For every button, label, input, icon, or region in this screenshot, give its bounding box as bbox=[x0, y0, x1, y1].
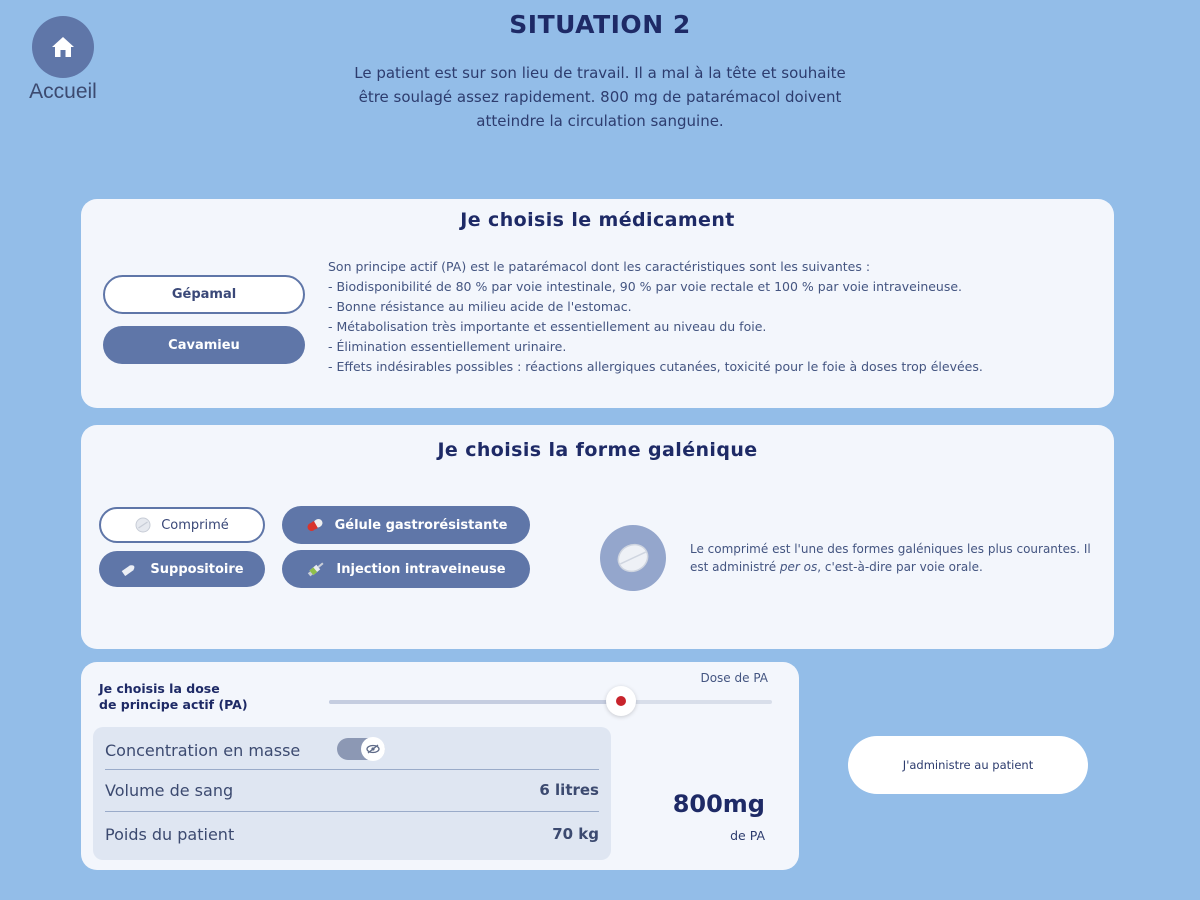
patient-parameters bbox=[93, 727, 611, 860]
dose-slider[interactable] bbox=[329, 700, 772, 704]
param-row-poids bbox=[105, 814, 599, 854]
home-label[interactable]: Accueil bbox=[29, 80, 97, 103]
description-line: - Effets indésirables possibles : réactions allergiques cutanées, toxicité pour le foie à doses trop élevées. bbox=[328, 359, 983, 374]
medicament-card bbox=[81, 199, 1114, 408]
suppository-icon bbox=[120, 562, 140, 576]
administer-button[interactable]: J'administre au patient bbox=[848, 736, 1088, 794]
forme-description-text: Le comprimé est l'une des formes galéniques les plus courantes. Il est administré bbox=[690, 542, 1091, 574]
dose-label-line: de principe actif (PA) bbox=[99, 697, 248, 712]
medicament-description bbox=[328, 257, 1088, 377]
forme-description bbox=[690, 540, 1110, 576]
forme-description-text-end: , c'est-à-dire par voie orale. bbox=[817, 560, 983, 574]
forme-option-label: Injection intraveineuse bbox=[336, 561, 506, 577]
intro-line: Le patient est sur son lieu de travail. Il a mal à la tête et souhaite bbox=[354, 64, 846, 82]
concentration-visibility-toggle[interactable] bbox=[337, 738, 385, 760]
forme-option-label: Comprimé bbox=[161, 517, 229, 533]
param-separator bbox=[105, 811, 599, 812]
param-label: Volume de sang bbox=[105, 780, 234, 800]
dose-unit: de PA bbox=[730, 828, 765, 843]
medicament-option-cavamieu[interactable]: Cavamieu bbox=[103, 326, 305, 364]
selected-form-tablet-icon bbox=[600, 525, 666, 591]
description-line: - Métabolisation très importante et essentiellement au niveau du foie. bbox=[328, 319, 767, 334]
capsule-icon bbox=[305, 518, 325, 532]
dose-label-line: Je choisis la dose bbox=[99, 681, 220, 696]
param-label: Poids du patient bbox=[105, 824, 235, 844]
param-row-volume bbox=[105, 770, 599, 810]
syringe-icon bbox=[306, 561, 326, 577]
medicament-option-gepamal[interactable]: Gépamal bbox=[103, 275, 305, 314]
tablet-icon bbox=[135, 517, 151, 533]
forme-title: Je choisis la forme galénique bbox=[437, 439, 758, 461]
param-label: Concentration en masse bbox=[105, 740, 301, 760]
slider-fill bbox=[329, 700, 621, 704]
forme-option-injection[interactable] bbox=[282, 550, 530, 588]
dose-card bbox=[81, 662, 799, 870]
situation-intro bbox=[320, 61, 880, 133]
forme-option-label: Gélule gastrorésistante bbox=[334, 517, 508, 533]
description-line: - Élimination essentiellement urinaire. bbox=[328, 339, 567, 354]
slider-knob-dot bbox=[616, 696, 626, 706]
slider-caption: Dose de PA bbox=[700, 671, 768, 685]
forme-option-comprime[interactable] bbox=[99, 507, 265, 543]
page-title: SITUATION 2 bbox=[509, 10, 691, 39]
eye-slash-icon bbox=[361, 737, 385, 761]
forme-option-gelule[interactable] bbox=[282, 506, 530, 544]
dose-value: 800mg bbox=[672, 790, 765, 818]
description-line: Son principe actif (PA) est le patarémacol dont les caractéristiques sont les suivantes : bbox=[328, 259, 871, 274]
forme-option-label: Suppositoire bbox=[150, 561, 244, 577]
description-line: - Biodisponibilité de 80 % par voie intestinale, 90 % par voie rectale et 100 % par voie intraveineuse. bbox=[328, 279, 963, 294]
param-value: 6 litres bbox=[539, 781, 599, 799]
forme-card bbox=[81, 425, 1114, 649]
dose-label bbox=[99, 681, 248, 713]
intro-line: atteindre la circulation sanguine. bbox=[476, 112, 724, 130]
forme-option-suppositoire[interactable] bbox=[99, 551, 265, 587]
description-line: - Bonne résistance au milieu acide de l'estomac. bbox=[328, 299, 632, 314]
param-value: 70 kg bbox=[552, 825, 599, 843]
slider-knob[interactable] bbox=[606, 686, 636, 716]
forme-description-italic: per os bbox=[779, 560, 818, 574]
medicament-title: Je choisis le médicament bbox=[460, 209, 735, 231]
intro-line: être soulagé assez rapidement. 800 mg de patarémacol doivent bbox=[358, 88, 842, 106]
